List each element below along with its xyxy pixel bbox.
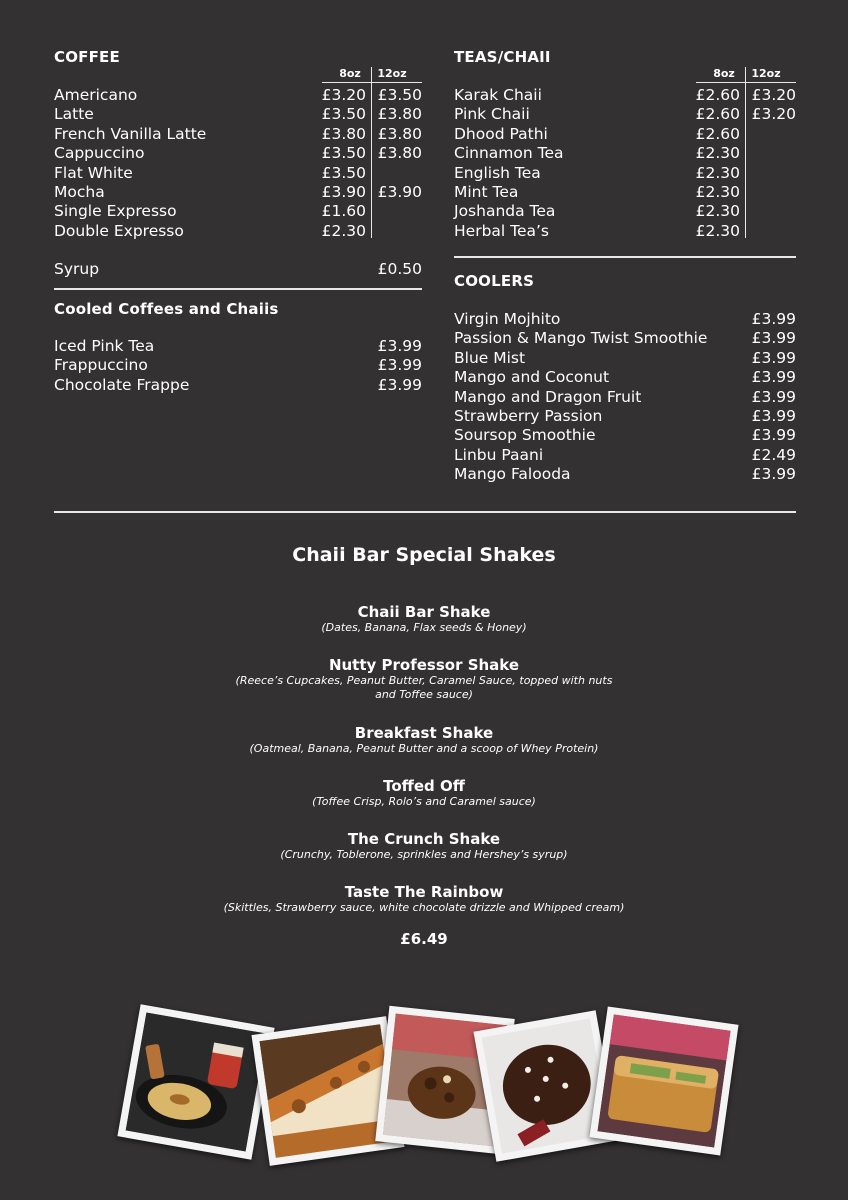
cooled-row: [54, 376, 422, 395]
teas-price-8oz: £2.60: [695, 124, 740, 143]
teas-price-12oz: £3.20: [751, 105, 796, 124]
baklava-image: [597, 1014, 730, 1147]
food-photo-baklava: [589, 1006, 738, 1155]
coolers-item-price: £3.99: [751, 387, 796, 406]
coolers-item-price: £3.99: [751, 329, 796, 348]
coffee-price-8oz: £3.50: [321, 105, 366, 124]
coffee-item-name: Mocha: [54, 183, 105, 202]
coolers-row: [454, 446, 796, 465]
coffee-price-8oz: £2.30: [321, 221, 366, 240]
coffee-row: [54, 125, 424, 144]
coffee-price-12oz: £3.90: [377, 183, 422, 202]
shake-desc-line2: and Toffee sauce): [375, 688, 473, 701]
coffee-price-12oz: £3.80: [377, 124, 422, 143]
teas-header-rule: [696, 82, 796, 83]
coolers-row: [454, 388, 796, 407]
coolers-row: [454, 349, 796, 368]
coffee-col-8oz: 8oz: [339, 67, 361, 80]
coffee-price-12oz: £3.50: [377, 86, 422, 104]
shake-name: The Crunch Shake: [347, 830, 501, 848]
cooled-list: [54, 337, 422, 395]
coffee-price-8oz: £3.90: [321, 183, 366, 202]
coffee-item-name: Single Expresso: [54, 202, 177, 221]
teas-col-8oz: 8oz: [713, 67, 735, 80]
food-photo-biscoff-crepe: [117, 1004, 274, 1160]
teas-item-name: Joshanda Tea: [454, 202, 556, 221]
coolers-item-price: £3.99: [751, 310, 796, 328]
coolers-row: [454, 310, 796, 329]
coolers-row: [454, 329, 796, 348]
teas-item-name: Karak Chaii: [454, 86, 542, 104]
coffee-title: COFFEE: [54, 48, 120, 66]
coffee-header-rule: [322, 82, 422, 83]
cooled-title: Cooled Coffees and Chaiis: [54, 300, 279, 318]
teas-row: [454, 164, 798, 183]
teas-price-8oz: £2.60: [695, 105, 740, 124]
coffee-price-8oz: £3.50: [321, 144, 366, 163]
coffee-price-8oz: £3.50: [321, 163, 366, 182]
teas-price-8oz: £2.30: [695, 163, 740, 182]
teas-item-name: Pink Chaii: [454, 105, 530, 124]
coffee-row: [54, 105, 424, 124]
teas-list: [454, 86, 798, 241]
coolers-item-name: Linbu Paani: [454, 445, 544, 464]
teas-item-name: Herbal Tea’s: [454, 221, 550, 240]
coffee-row: [54, 144, 424, 163]
section-divider: [54, 511, 796, 513]
teas-price-8oz: £2.60: [695, 86, 740, 104]
coolers-item-price: £3.99: [751, 426, 796, 445]
coffee-item-name: Cappuccino: [54, 144, 145, 163]
coolers-item-name: Mango and Dragon Fruit: [454, 387, 642, 406]
coolers-item-price: £3.99: [751, 348, 796, 367]
coolers-item-name: Virgin Mojhito: [454, 310, 561, 328]
teas-price-8oz: £2.30: [695, 221, 740, 240]
syrup-name: Syrup: [54, 260, 100, 278]
coolers-row: [454, 426, 796, 445]
coffee-price-8oz: £3.80: [321, 124, 366, 143]
coolers-item-name: Mango Falooda: [454, 465, 571, 484]
shake-desc: (Toffee Crisp, Rolo’s and Caramel sauce): [312, 795, 536, 808]
shake-desc: (Reece’s Cupcakes, Peanut Butter, Caramel Sauce, topped with nuts: [235, 674, 613, 687]
coffee-col-12oz: 12oz: [377, 67, 407, 80]
coffee-row: [54, 202, 424, 221]
teas-item-name: Mint Tea: [454, 183, 519, 202]
coolers-item-price: £2.49: [751, 445, 796, 464]
coffee-item-name: Americano: [54, 86, 138, 104]
teas-title: TEAS/CHAII: [454, 48, 551, 66]
teas-item-name: English Tea: [454, 163, 541, 182]
teas-row: [454, 105, 798, 124]
cooled-item-price: £3.99: [377, 375, 422, 394]
coolers-item-name: Blue Mist: [454, 348, 526, 367]
teas-price-8oz: £2.30: [695, 144, 740, 163]
biscoff-crepe-image: [126, 1012, 267, 1151]
cooled-row: [54, 356, 422, 375]
coolers-item-name: Soursop Smoothie: [454, 426, 596, 445]
cooled-item-name: Iced Pink Tea: [54, 337, 155, 355]
shakes-price: £6.49: [400, 930, 448, 948]
shake-name: Nutty Professor Shake: [328, 656, 520, 674]
shakes-title: Chaii Bar Special Shakes: [292, 544, 556, 566]
teas-price-8oz: £2.30: [695, 202, 740, 221]
coffee-divider: [54, 288, 422, 290]
cooled-row: [54, 337, 422, 356]
shake-desc: (Dates, Banana, Flax seeds & Honey): [321, 621, 527, 634]
coffee-item-name: Flat White: [54, 163, 133, 182]
teas-price-8oz: £2.30: [695, 183, 740, 202]
teas-row: [454, 125, 798, 144]
cooled-item-price: £3.99: [377, 356, 422, 375]
coffee-item-name: Double Expresso: [54, 221, 184, 240]
coffee-price-8oz: £3.20: [321, 86, 366, 104]
coolers-item-name: Strawberry Passion: [454, 407, 603, 426]
shake-desc: (Skittles, Strawberry sauce, white chocolate drizzle and Whipped cream): [223, 901, 625, 914]
teas-divider: [454, 256, 796, 258]
coolers-item-name: Passion & Mango Twist Smoothie: [454, 329, 708, 348]
teas-col-12oz: 12oz: [751, 67, 781, 80]
shake-name: Toffed Off: [383, 777, 465, 795]
coolers-row: [454, 368, 796, 387]
shake-desc: (Crunchy, Toblerone, sprinkles and Hershey’s syrup): [280, 848, 568, 861]
teas-row: [454, 222, 798, 241]
coolers-title: COOLERS: [454, 272, 535, 290]
coolers-list: [454, 310, 796, 485]
coolers-item-price: £3.99: [751, 407, 796, 426]
coolers-row: [454, 465, 796, 484]
shake-name: Breakfast Shake: [354, 724, 494, 742]
coffee-row: [54, 222, 424, 241]
syrup-price: £0.50: [377, 260, 422, 278]
coffee-price-8oz: £1.60: [321, 202, 366, 221]
coffee-row: [54, 164, 424, 183]
coolers-item-price: £3.99: [751, 465, 796, 484]
teas-row: [454, 183, 798, 202]
shake-desc: (Oatmeal, Banana, Peanut Butter and a scoop of Whey Protein): [249, 742, 599, 755]
coffee-item-name: French Vanilla Latte: [54, 124, 207, 143]
coolers-item-price: £3.99: [751, 368, 796, 387]
coffee-price-12oz: £3.80: [377, 105, 422, 124]
teas-row: [454, 144, 798, 163]
cooled-item-name: Chocolate Frappe: [54, 375, 190, 394]
coffee-price-12oz: £3.80: [377, 144, 422, 163]
coffee-item-name: Latte: [54, 105, 94, 124]
teas-item-name: Cinnamon Tea: [454, 144, 564, 163]
teas-price-12oz: £3.20: [751, 86, 796, 104]
teas-row: [454, 202, 798, 221]
coffee-row: [54, 86, 424, 105]
cooled-item-price: £3.99: [377, 337, 422, 355]
coffee-row: [54, 183, 424, 202]
teas-row: [454, 86, 798, 105]
coffee-list: [54, 86, 424, 241]
cooled-item-name: Frappuccino: [54, 356, 148, 375]
coolers-item-name: Mango and Coconut: [454, 368, 610, 387]
shake-name: Chaii Bar Shake: [357, 603, 491, 621]
coolers-row: [454, 407, 796, 426]
shake-name: Taste The Rainbow: [344, 883, 504, 901]
teas-item-name: Dhood Pathi: [454, 124, 548, 143]
